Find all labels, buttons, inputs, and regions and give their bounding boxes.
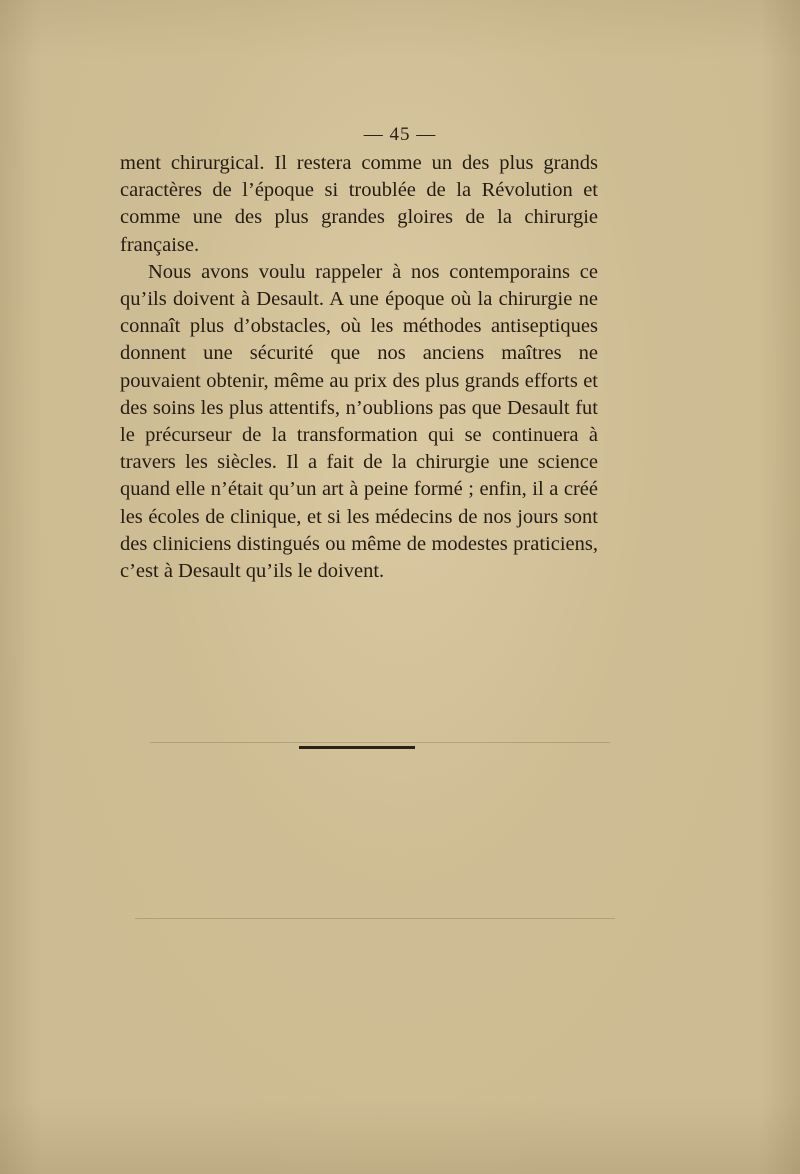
paragraph-2: Nous avons voulu rappeler à nos contemporains ce qu’ils doivent à Desault. A une époque où la chirurgie ne connaît plus d’obstacles, où les méthodes antiseptiques donnent une sécurité que nos anciens maîtres ne pouvaient obtenir, même au prix des plus grands efforts et des soins les plus attentifs, n’oublions pas que Desault fut le précurseur de la transformation qui se continuera à travers les siècles. Il a fait de la chirurgie une science quand elle n’était qu’un art à peine formé ; enfin, il a créé les écoles de clinique, et si les médecins de nos jours sont des cliniciens distingués ou même de modestes praticiens, c’est à Desault qu’ils le doivent. xyxy=(120,260,598,583)
body-text xyxy=(120,150,598,585)
page-number: — 45 — xyxy=(363,124,437,145)
paragraph-1: ment chirurgical. Il restera comme un des plus grands caractères de l’époque si troublée de la Révolution et comme une des plus grandes gloires de la chirurgie française. xyxy=(120,152,598,256)
section-divider xyxy=(299,746,415,749)
bleed-through-line xyxy=(135,918,615,919)
bleed-through-line xyxy=(150,742,610,743)
